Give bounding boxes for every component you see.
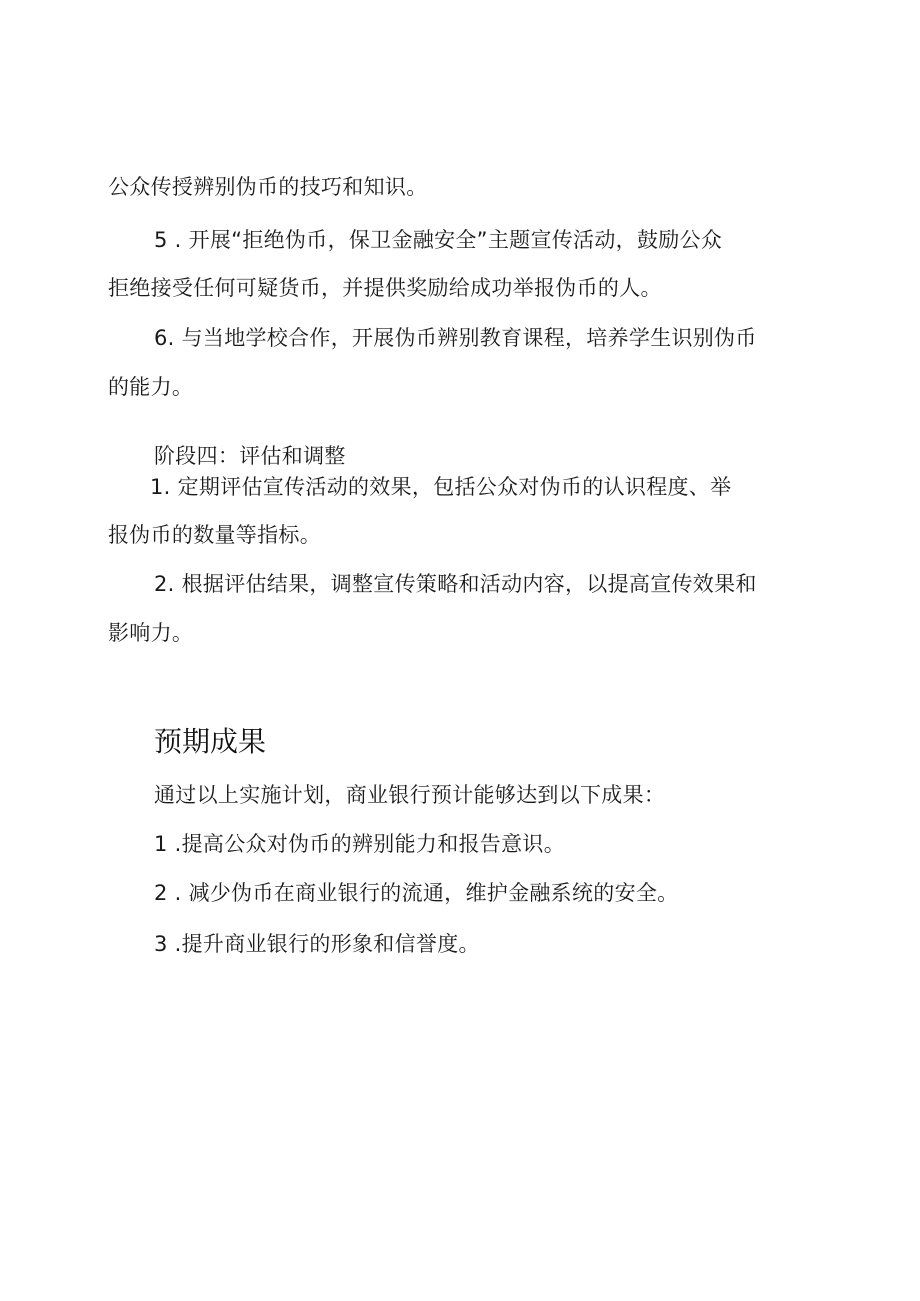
list-item-5-line: 拒绝接受任何可疑货币，并提供奖励给成功举报伪币的人。: [108, 276, 662, 300]
list-item-5-line: 5 . 开展“拒绝伪币，保卫金融安全”主题宣传活动，鼓励公众: [154, 228, 723, 252]
outcome-item: 3 .提升商业银行的形象和信誉度。: [154, 932, 480, 956]
outcomes-intro: 通过以上实施计划，商业银行预计能够达到以下成果：: [154, 783, 666, 807]
outcome-item: 2 . 减少伪币在商业银行的流通，维护金融系统的安全。: [154, 881, 679, 905]
phase-4-item-2-line: 2. 根据评估结果，调整宣传策略和活动内容，以提高宣传效果和: [154, 572, 757, 596]
paragraph-line: 公众传授辨别伪币的技巧和知识。: [108, 175, 428, 199]
outcome-item: 1 .提高公众对伪币的辨别能力和报告意识。: [154, 832, 566, 856]
phase-4-item-2-line: 影响力。: [108, 621, 194, 645]
phase-4-item-1-line: 1. 定期评估宣传活动的效果，包括公众对伪币的认识程度、举: [150, 475, 732, 499]
section-heading: 预期成果: [154, 725, 267, 758]
phase-4-title: 阶段四：评估和调整: [154, 444, 346, 468]
list-item-6-line: 的能力。: [108, 375, 194, 399]
list-item-6-line: 6. 与当地学校合作，开展伪币辨别教育课程，培养学生识别伪币: [154, 326, 757, 350]
phase-4-item-1-line: 报伪币的数量等指标。: [108, 523, 321, 547]
